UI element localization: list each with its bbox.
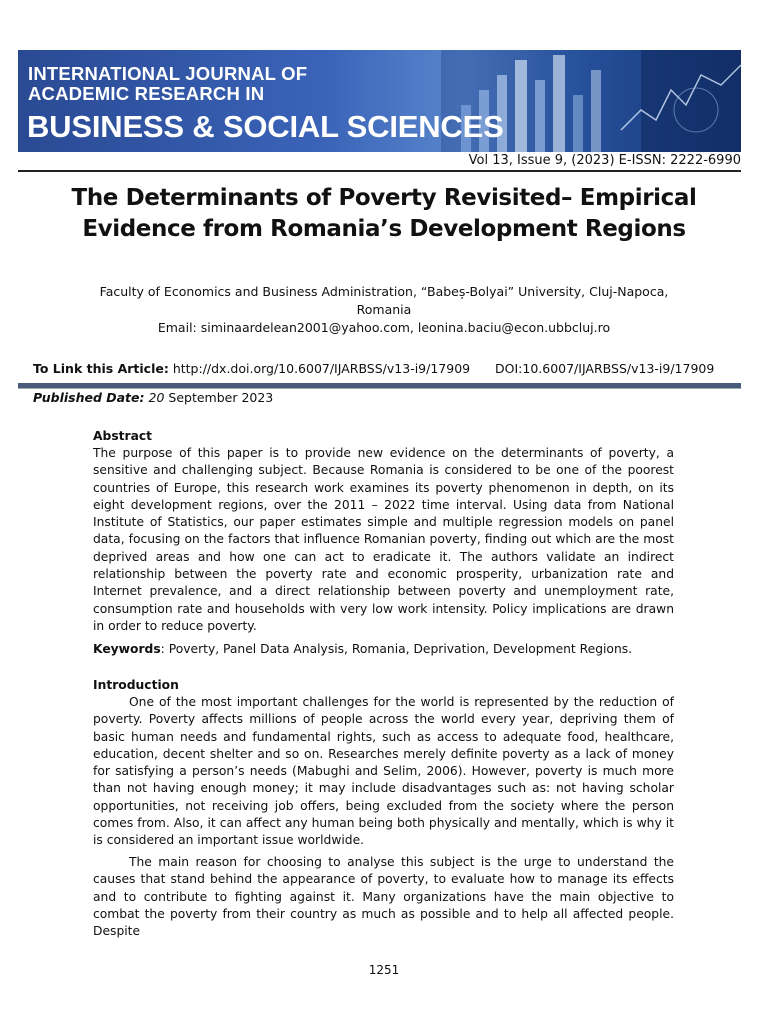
article-link-row [33,361,733,377]
published-day: 20 [144,390,165,405]
page-number: 1251 [368,963,400,977]
introduction-paragraph-2: The main reason for choosing to analyse this subject is the urge to understand the causes that stand behind the appearance of poverty, to evaluate how to manage its effects and to contribute to fighting against it. Many organizations have the main objective to combat the poverty from their country as much as possible and to help all affected people. Despite [93,855,674,939]
published-month-year: September 2023 [164,390,274,405]
author-affiliation [60,283,708,337]
journal-banner [18,50,741,152]
affiliation-line1: Faculty of Economics and Business Administration, “Babeș-Bolyai” University, Cluj-Napoca, [99,284,669,299]
email-line: Email: siminaardelean2001@yahoo.com, leonina.baciu@econ.ubbcluj.ro [157,320,611,335]
abstract-text: The purpose of this paper is to provide new evidence on the determinants of poverty, a sensitive and challenging subject. Because Romania is considered to be one of the poorest countries of Europe, this research work examines its poverty phenomenon in depth, on its eight development regions, over the 2011 – 2022 time interval. Using data from National Institute of Statistics, our paper estimates simple and multiple regression models on panel data, focusing on the factors that influence Romanian poverty, finding out which are the most deprived areas and how one can act to eradicate it. The authors validate an indirect relationship between the poverty rate and economic prosperity, urbanization rate and Internet prevalence, and a direct relationship between poverty and unemployment rate, consumption rate and households with very low work intensity. Policy implications are drawn in order to reduce poverty. [93,446,674,633]
header-divider [18,170,741,172]
abstract-heading: Abstract [93,429,153,443]
keywords-list: : Poverty, Panel Data Analysis, Romania, Deprivation, Development Regions. [160,642,633,656]
keywords-line [93,641,674,658]
published-label: Published Date: [33,390,145,405]
journal-name-line1: INTERNATIONAL JOURNAL OF [28,63,308,84]
journal-name-line3: BUSINESS & SOCIAL SCIENCES [27,109,504,144]
introduction-paragraph-1: One of the most important challenges for the world is represented by the reduction of poverty. Poverty affects millions of people across the world every year, depriving them of basic human needs and fundamental rights, such as access to adequate food, healthcare, education, decent shelter and so on. Researches merely definite poverty as a lack of money for satisfying a person’s needs (Mabughi and Selim, 2006). However, poverty is much more than not having enough money; it may include disadvantages such as: not having scholar opportunities, not receiving job offers, being excluded from the society where the person comes from. Also, it can affect any human being both physically and mentally, which is why it is considered an important issue worldwide. [93,695,674,848]
article-url-link[interactable]: http://dx.doi.org/10.6007/IJARBSS/v13-i9/17909 [168,361,471,376]
doi-link[interactable]: DOI:10.6007/IJARBSS/v13-i9/17909 [495,361,715,376]
volume-info: Vol 13, Issue 9, (2023) E-ISSN: 2222-6990 [468,153,741,168]
affiliation-line2: Romania [356,302,412,317]
link-divider [18,383,741,389]
introduction-heading: Introduction [93,678,179,692]
article-title: The Determinants of Poverty Revisited– Empirical Evidence from Romania’s Development Regions [71,185,697,242]
keywords-label: Keywords [93,642,161,656]
published-date [33,390,273,406]
link-label: To Link this Article: [33,361,169,376]
journal-name-line2: ACADEMIC RESEARCH IN [28,83,265,104]
